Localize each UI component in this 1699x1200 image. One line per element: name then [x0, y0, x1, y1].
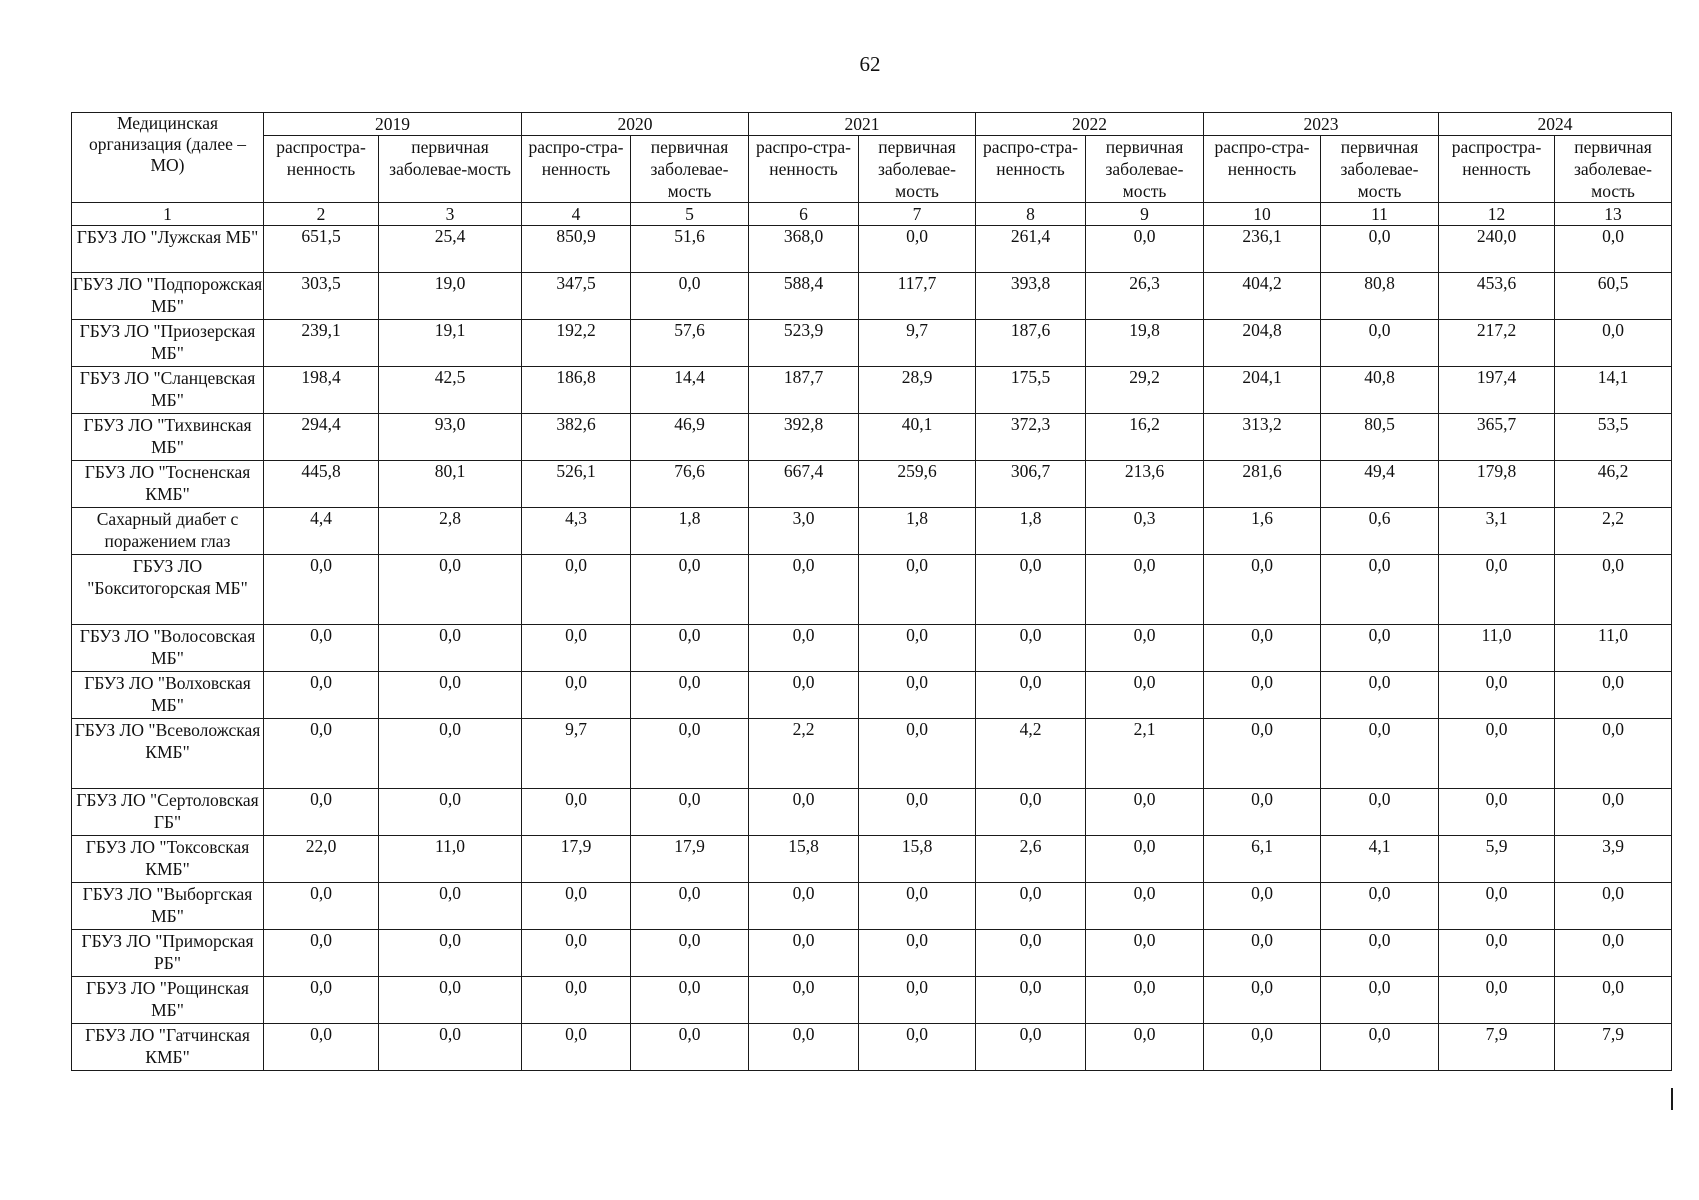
value-cell: 0,0 — [859, 226, 976, 273]
value-cell: 404,2 — [1204, 273, 1321, 320]
value-cell: 239,1 — [264, 320, 379, 367]
value-cell: 0,0 — [1555, 930, 1672, 977]
value-cell: 1,8 — [976, 508, 1086, 555]
table-row — [72, 883, 1672, 930]
value-cell: 117,7 — [859, 273, 976, 320]
org-name-cell: ГБУЗ ЛО "Подпорожская МБ" — [72, 273, 264, 320]
metric-header: распро-стра-ненность — [976, 136, 1086, 203]
value-cell: 60,5 — [1555, 273, 1672, 320]
value-cell: 3,0 — [749, 508, 859, 555]
org-name-cell: ГБУЗ ЛО "Рощинская МБ" — [72, 977, 264, 1024]
value-cell: 0,0 — [1204, 977, 1321, 1024]
value-cell: 0,0 — [522, 789, 631, 836]
value-cell: 0,0 — [264, 672, 379, 719]
value-cell: 0,0 — [379, 1024, 522, 1071]
value-cell: 9,7 — [522, 719, 631, 789]
value-cell: 0,3 — [1086, 508, 1204, 555]
column-number: 5 — [631, 203, 749, 226]
value-cell: 46,9 — [631, 414, 749, 461]
value-cell: 0,0 — [1439, 789, 1555, 836]
value-cell: 57,6 — [631, 320, 749, 367]
value-cell: 0,0 — [1086, 625, 1204, 672]
value-cell: 19,1 — [379, 320, 522, 367]
value-cell: 198,4 — [264, 367, 379, 414]
metric-header: распро-стра-ненность — [1204, 136, 1321, 203]
metric-header: первичная заболевае-мость — [859, 136, 976, 203]
value-cell: 0,0 — [1086, 930, 1204, 977]
value-cell: 0,0 — [749, 977, 859, 1024]
org-name-cell: ГБУЗ ЛО "Тихвинская МБ" — [72, 414, 264, 461]
year-header-2021: 2021 — [749, 113, 976, 136]
value-cell: 445,8 — [264, 461, 379, 508]
metric-header-row — [72, 136, 1672, 203]
value-cell: 2,1 — [1086, 719, 1204, 789]
value-cell: 0,0 — [1439, 883, 1555, 930]
value-cell: 382,6 — [522, 414, 631, 461]
page-number: 62 — [859, 52, 881, 76]
value-cell: 0,0 — [976, 1024, 1086, 1071]
value-cell: 0,0 — [859, 719, 976, 789]
value-cell: 0,0 — [1555, 555, 1672, 625]
value-cell: 42,5 — [379, 367, 522, 414]
value-cell: 186,8 — [522, 367, 631, 414]
value-cell: 0,0 — [379, 883, 522, 930]
value-cell: 6,1 — [1204, 836, 1321, 883]
value-cell: 0,0 — [859, 672, 976, 719]
column-number: 3 — [379, 203, 522, 226]
value-cell: 0,0 — [1204, 883, 1321, 930]
org-name-cell: ГБУЗ ЛО "Сланцевская МБ" — [72, 367, 264, 414]
org-name-cell: ГБУЗ ЛО "Гатчинская КМБ" — [72, 1024, 264, 1071]
value-cell: 0,0 — [1321, 789, 1439, 836]
value-cell: 7,9 — [1555, 1024, 1672, 1071]
table-row — [72, 461, 1672, 508]
value-cell: 0,0 — [1086, 883, 1204, 930]
metric-header: первичная заболевае-мость — [379, 136, 522, 203]
table-border-stub — [1671, 1088, 1673, 1110]
metric-header: распро-стра-ненность — [522, 136, 631, 203]
value-cell: 365,7 — [1439, 414, 1555, 461]
value-cell: 2,2 — [1555, 508, 1672, 555]
value-cell: 0,0 — [976, 789, 1086, 836]
value-cell: 240,0 — [1439, 226, 1555, 273]
value-cell: 40,1 — [859, 414, 976, 461]
column-number: 8 — [976, 203, 1086, 226]
value-cell: 0,0 — [1321, 320, 1439, 367]
value-cell: 15,8 — [859, 836, 976, 883]
value-cell: 0,0 — [749, 789, 859, 836]
value-cell: 0,0 — [976, 625, 1086, 672]
value-cell: 259,6 — [859, 461, 976, 508]
org-name-cell: ГБУЗ ЛО "Бокситогорская МБ" — [72, 555, 264, 625]
value-cell: 392,8 — [749, 414, 859, 461]
value-cell: 0,0 — [522, 625, 631, 672]
value-cell: 4,3 — [522, 508, 631, 555]
value-cell: 0,0 — [1555, 883, 1672, 930]
value-cell: 0,0 — [1086, 789, 1204, 836]
table-row — [72, 1024, 1672, 1071]
value-cell: 0,0 — [379, 625, 522, 672]
value-cell: 0,0 — [264, 1024, 379, 1071]
value-cell: 347,5 — [522, 273, 631, 320]
value-cell: 0,0 — [631, 672, 749, 719]
value-cell: 0,0 — [1555, 226, 1672, 273]
table-row — [72, 789, 1672, 836]
value-cell: 19,8 — [1086, 320, 1204, 367]
metric-header: первичная заболевае-мость — [1555, 136, 1672, 203]
value-cell: 15,8 — [749, 836, 859, 883]
value-cell: 0,0 — [631, 719, 749, 789]
value-cell: 306,7 — [976, 461, 1086, 508]
org-name-cell: ГБУЗ ЛО "Сертоловская ГБ" — [72, 789, 264, 836]
value-cell: 0,0 — [859, 930, 976, 977]
value-cell: 0,0 — [631, 555, 749, 625]
value-cell: 0,0 — [1321, 672, 1439, 719]
value-cell: 16,2 — [1086, 414, 1204, 461]
value-cell: 0,0 — [1439, 672, 1555, 719]
value-cell: 372,3 — [976, 414, 1086, 461]
value-cell: 368,0 — [749, 226, 859, 273]
value-cell: 19,0 — [379, 273, 522, 320]
value-cell: 17,9 — [631, 836, 749, 883]
value-cell: 14,1 — [1555, 367, 1672, 414]
value-cell: 294,4 — [264, 414, 379, 461]
value-cell: 4,1 — [1321, 836, 1439, 883]
value-cell: 204,8 — [1204, 320, 1321, 367]
value-cell: 40,8 — [1321, 367, 1439, 414]
value-cell: 2,6 — [976, 836, 1086, 883]
value-cell: 0,0 — [1555, 789, 1672, 836]
value-cell: 0,0 — [264, 977, 379, 1024]
table-row — [72, 414, 1672, 461]
value-cell: 0,0 — [1555, 320, 1672, 367]
value-cell: 29,2 — [1086, 367, 1204, 414]
metric-header: первичная заболевае-мость — [631, 136, 749, 203]
table-row — [72, 367, 1672, 414]
year-header-2024: 2024 — [1439, 113, 1672, 136]
value-cell: 526,1 — [522, 461, 631, 508]
value-cell: 187,7 — [749, 367, 859, 414]
column-number: 2 — [264, 203, 379, 226]
value-cell: 0,0 — [1439, 977, 1555, 1024]
table-row — [72, 672, 1672, 719]
value-cell: 3,9 — [1555, 836, 1672, 883]
value-cell: 0,0 — [1204, 789, 1321, 836]
value-cell: 0,0 — [976, 555, 1086, 625]
value-cell: 0,0 — [1321, 555, 1439, 625]
value-cell: 1,8 — [631, 508, 749, 555]
column-number: 10 — [1204, 203, 1321, 226]
value-cell: 0,0 — [1086, 672, 1204, 719]
value-cell: 0,0 — [264, 789, 379, 836]
value-cell: 0,0 — [379, 977, 522, 1024]
table-row — [72, 930, 1672, 977]
value-cell: 0,0 — [379, 672, 522, 719]
value-cell: 14,4 — [631, 367, 749, 414]
value-cell: 0,0 — [749, 625, 859, 672]
value-cell: 213,6 — [1086, 461, 1204, 508]
year-header-2019: 2019 — [264, 113, 522, 136]
table-row — [72, 508, 1672, 555]
value-cell: 588,4 — [749, 273, 859, 320]
org-column-header: Медицинская организация (далее – МО) — [72, 113, 264, 203]
value-cell: 26,3 — [1086, 273, 1204, 320]
value-cell: 0,0 — [522, 555, 631, 625]
value-cell: 0,0 — [522, 672, 631, 719]
metric-header: первичная заболевае-мость — [1321, 136, 1439, 203]
value-cell: 11,0 — [1439, 625, 1555, 672]
value-cell: 0,0 — [749, 930, 859, 977]
value-cell: 80,5 — [1321, 414, 1439, 461]
value-cell: 261,4 — [976, 226, 1086, 273]
value-cell: 0,0 — [859, 883, 976, 930]
value-cell: 0,0 — [1555, 719, 1672, 789]
table-row — [72, 320, 1672, 367]
year-header-row — [72, 113, 1672, 136]
table-row — [72, 625, 1672, 672]
value-cell: 49,4 — [1321, 461, 1439, 508]
value-cell: 0,0 — [1086, 836, 1204, 883]
value-cell: 204,1 — [1204, 367, 1321, 414]
value-cell: 667,4 — [749, 461, 859, 508]
value-cell: 80,1 — [379, 461, 522, 508]
value-cell: 0,0 — [1439, 930, 1555, 977]
value-cell: 0,0 — [1439, 719, 1555, 789]
value-cell: 0,0 — [749, 555, 859, 625]
value-cell: 187,6 — [976, 320, 1086, 367]
value-cell: 22,0 — [264, 836, 379, 883]
value-cell: 523,9 — [749, 320, 859, 367]
value-cell: 17,9 — [522, 836, 631, 883]
value-cell: 0,0 — [379, 930, 522, 977]
value-cell: 0,0 — [1321, 930, 1439, 977]
org-name-cell: ГБУЗ ЛО "Приморская РБ" — [72, 930, 264, 977]
metric-header: первичная заболевае-мость — [1086, 136, 1204, 203]
value-cell: 28,9 — [859, 367, 976, 414]
value-cell: 0,0 — [859, 555, 976, 625]
year-header-2022: 2022 — [976, 113, 1204, 136]
value-cell: 0,0 — [976, 930, 1086, 977]
value-cell: 0,0 — [264, 625, 379, 672]
value-cell: 0,0 — [379, 719, 522, 789]
value-cell: 4,4 — [264, 508, 379, 555]
value-cell: 53,5 — [1555, 414, 1672, 461]
value-cell: 0,0 — [1555, 977, 1672, 1024]
value-cell: 0,0 — [1321, 226, 1439, 273]
table-row — [72, 977, 1672, 1024]
value-cell: 313,2 — [1204, 414, 1321, 461]
value-cell: 0,0 — [631, 883, 749, 930]
value-cell: 0,0 — [1439, 555, 1555, 625]
value-cell: 0,0 — [1321, 625, 1439, 672]
value-cell: 51,6 — [631, 226, 749, 273]
value-cell: 453,6 — [1439, 273, 1555, 320]
table-row — [72, 555, 1672, 625]
value-cell: 850,9 — [522, 226, 631, 273]
value-cell: 0,0 — [976, 883, 1086, 930]
value-cell: 303,5 — [264, 273, 379, 320]
table-body — [72, 226, 1672, 1071]
table-row — [72, 719, 1672, 789]
year-header-2023: 2023 — [1204, 113, 1439, 136]
value-cell: 0,0 — [631, 1024, 749, 1071]
column-number: 1 — [72, 203, 264, 226]
value-cell: 0,0 — [749, 1024, 859, 1071]
value-cell: 0,0 — [1321, 977, 1439, 1024]
value-cell: 0,0 — [631, 977, 749, 1024]
value-cell: 0,0 — [749, 672, 859, 719]
value-cell: 4,2 — [976, 719, 1086, 789]
value-cell: 217,2 — [1439, 320, 1555, 367]
value-cell: 0,0 — [522, 930, 631, 977]
column-number: 13 — [1555, 203, 1672, 226]
value-cell: 2,2 — [749, 719, 859, 789]
value-cell: 0,0 — [264, 719, 379, 789]
value-cell: 0,0 — [976, 977, 1086, 1024]
org-name-cell: ГБУЗ ЛО "Волосовская МБ" — [72, 625, 264, 672]
org-name-cell: ГБУЗ ЛО "Приозерская МБ" — [72, 320, 264, 367]
value-cell: 0,0 — [1204, 930, 1321, 977]
org-name-cell: ГБУЗ ЛО "Тосненская КМБ" — [72, 461, 264, 508]
table-row — [72, 836, 1672, 883]
table-row — [72, 226, 1672, 273]
value-cell: 0,0 — [1204, 555, 1321, 625]
value-cell: 0,0 — [1204, 625, 1321, 672]
value-cell: 0,0 — [859, 625, 976, 672]
value-cell: 0,0 — [1086, 226, 1204, 273]
value-cell: 0,0 — [631, 930, 749, 977]
column-number: 12 — [1439, 203, 1555, 226]
value-cell: 0,0 — [522, 1024, 631, 1071]
value-cell: 0,0 — [264, 883, 379, 930]
value-cell: 76,6 — [631, 461, 749, 508]
value-cell: 0,0 — [631, 625, 749, 672]
column-number: 4 — [522, 203, 631, 226]
org-name-cell: ГБУЗ ЛО "Лужская МБ" — [72, 226, 264, 273]
column-number: 7 — [859, 203, 976, 226]
value-cell: 0,0 — [859, 789, 976, 836]
metric-header: распростра-ненность — [1439, 136, 1555, 203]
value-cell: 0,0 — [1321, 719, 1439, 789]
value-cell: 7,9 — [1439, 1024, 1555, 1071]
value-cell: 0,0 — [1321, 1024, 1439, 1071]
column-number-row — [72, 203, 1672, 226]
column-number: 11 — [1321, 203, 1439, 226]
year-header-2020: 2020 — [522, 113, 749, 136]
value-cell: 11,0 — [1555, 625, 1672, 672]
org-name-cell: ГБУЗ ЛО "Токсовская КМБ" — [72, 836, 264, 883]
value-cell: 0,0 — [859, 1024, 976, 1071]
value-cell: 1,8 — [859, 508, 976, 555]
value-cell: 5,9 — [1439, 836, 1555, 883]
value-cell: 1,6 — [1204, 508, 1321, 555]
value-cell: 80,8 — [1321, 273, 1439, 320]
value-cell: 0,0 — [749, 883, 859, 930]
value-cell: 2,8 — [379, 508, 522, 555]
value-cell: 0,0 — [1086, 1024, 1204, 1071]
value-cell: 0,0 — [522, 977, 631, 1024]
value-cell: 0,0 — [631, 789, 749, 836]
value-cell: 0,0 — [379, 555, 522, 625]
value-cell: 0,0 — [976, 672, 1086, 719]
value-cell: 0,0 — [859, 977, 976, 1024]
metric-header: распро-стра-ненность — [749, 136, 859, 203]
org-name-cell: ГБУЗ ЛО "Выборгская МБ" — [72, 883, 264, 930]
value-cell: 0,6 — [1321, 508, 1439, 555]
column-number: 6 — [749, 203, 859, 226]
value-cell: 0,0 — [1086, 555, 1204, 625]
value-cell: 236,1 — [1204, 226, 1321, 273]
value-cell: 0,0 — [1204, 1024, 1321, 1071]
value-cell: 281,6 — [1204, 461, 1321, 508]
value-cell: 175,5 — [976, 367, 1086, 414]
value-cell: 0,0 — [1204, 672, 1321, 719]
value-cell: 192,2 — [522, 320, 631, 367]
column-number: 9 — [1086, 203, 1204, 226]
value-cell: 0,0 — [1204, 719, 1321, 789]
value-cell: 93,0 — [379, 414, 522, 461]
value-cell: 651,5 — [264, 226, 379, 273]
org-name-cell: ГБУЗ ЛО "Всеволожская КМБ" — [72, 719, 264, 789]
value-cell: 179,8 — [1439, 461, 1555, 508]
value-cell: 11,0 — [379, 836, 522, 883]
value-cell: 0,0 — [1086, 977, 1204, 1024]
value-cell: 0,0 — [264, 555, 379, 625]
value-cell: 3,1 — [1439, 508, 1555, 555]
org-name-cell: Сахарный диабет с поражением глаз — [72, 508, 264, 555]
value-cell: 25,4 — [379, 226, 522, 273]
value-cell: 393,8 — [976, 273, 1086, 320]
metric-header: распростра-ненность — [264, 136, 379, 203]
value-cell: 0,0 — [1555, 672, 1672, 719]
table-header — [72, 113, 1672, 226]
org-name-cell: ГБУЗ ЛО "Волховская МБ" — [72, 672, 264, 719]
table-row — [72, 273, 1672, 320]
statistics-table — [71, 112, 1672, 1071]
value-cell: 9,7 — [859, 320, 976, 367]
value-cell: 0,0 — [631, 273, 749, 320]
value-cell: 0,0 — [522, 883, 631, 930]
value-cell: 0,0 — [1321, 883, 1439, 930]
value-cell: 197,4 — [1439, 367, 1555, 414]
value-cell: 0,0 — [264, 930, 379, 977]
value-cell: 46,2 — [1555, 461, 1672, 508]
value-cell: 0,0 — [379, 789, 522, 836]
